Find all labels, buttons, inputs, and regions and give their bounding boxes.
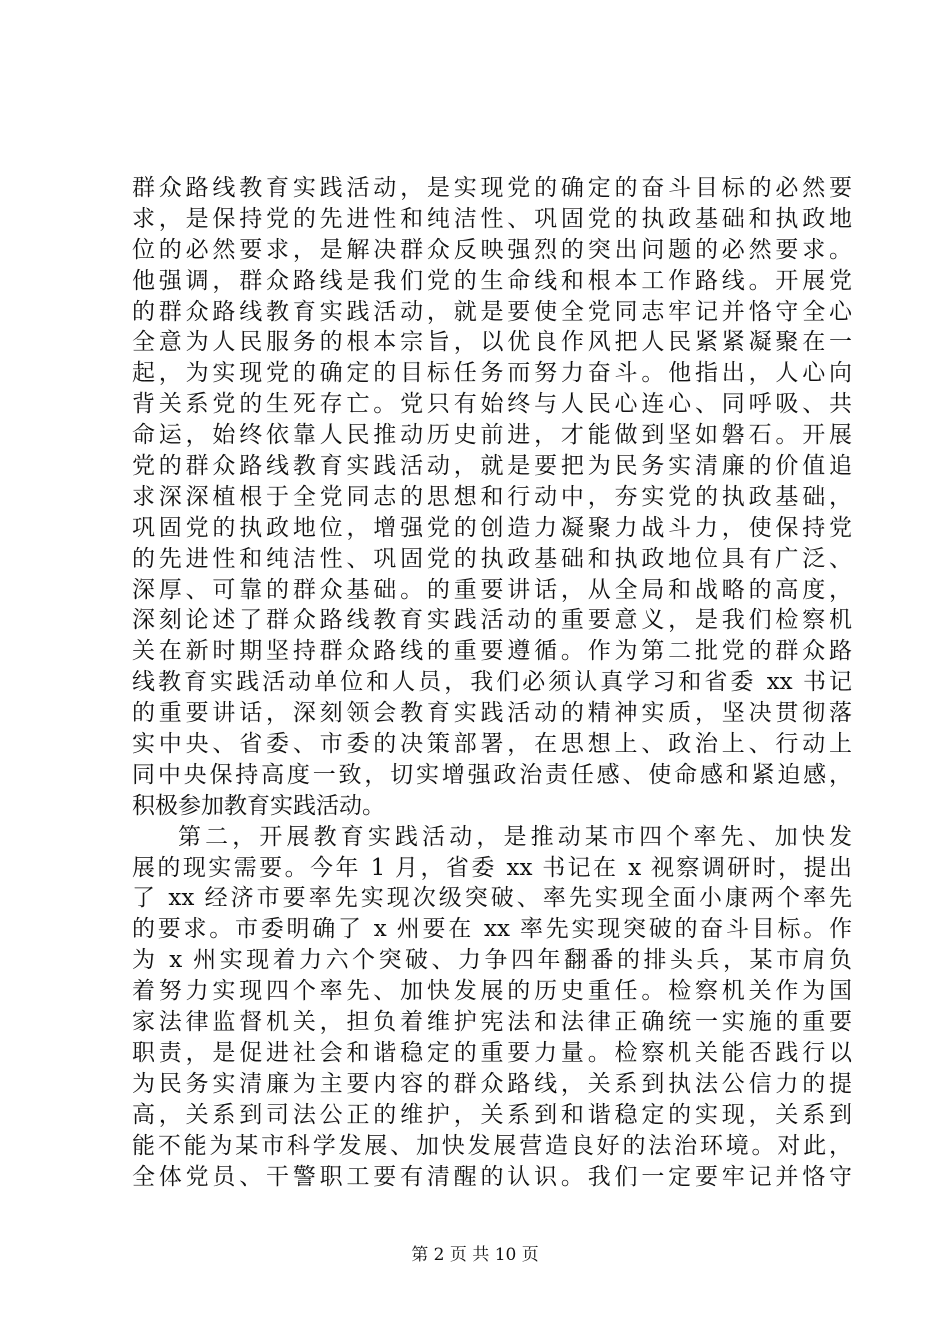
- text-line: 的先进性和纯洁性、巩固党的执政基础和执政地位具有广泛、: [132, 545, 852, 572]
- text-line: 背关系党的生死存亡。党只有始终与人民心连心、同呼吸、共: [132, 391, 852, 418]
- text-line: 他强调，群众路线是我们党的生命线和根本工作路线。开展党: [132, 267, 852, 294]
- text-line: 全体党员、干警职工要有清醒的认识。我们一定要牢记并恪守: [132, 1163, 852, 1190]
- text-line: 为民务实清廉为主要内容的群众路线，关系到执法公信力的提: [132, 1070, 852, 1097]
- text-line: 了 xx 经济市要率先实现次级突破、率先实现全面小康两个率先: [132, 885, 852, 912]
- text-line: 位的必然要求，是解决群众反映强烈的突出问题的必然要求。: [132, 236, 852, 263]
- text-line: 为 x 州实现着力六个突破、力争四年翻番的排头兵，某市肩负: [132, 947, 852, 974]
- text-line: 党的群众路线教育实践活动，就是要把为民务实清廉的价值追: [132, 453, 852, 480]
- document-body: [132, 173, 852, 1192]
- text-line: 的群众路线教育实践活动，就是要使全党同志牢记并恪守全心: [132, 298, 852, 325]
- text-line: 求，是保持党的先进性和纯洁性、巩固党的执政基础和执政地: [132, 205, 852, 232]
- text-line: 家法律监督机关，担负着维护宪法和法律正确统一实施的重要: [132, 1009, 852, 1036]
- text-line: 高，关系到司法公正的维护，关系到和谐稳定的实现，关系到: [132, 1101, 852, 1128]
- text-line: 同中央保持高度一致，切实增强政治责任感、使命感和紧迫感，: [132, 761, 852, 788]
- text-line: 实中央、省委、市委的决策部署，在思想上、政治上、行动上: [132, 731, 852, 758]
- text-line: 起，为实现党的确定的目标任务而努力奋斗。他指出，人心向: [132, 360, 852, 387]
- text-line: 巩固党的执政地位，增强党的创造力凝聚力战斗力，使保持党: [132, 514, 852, 541]
- paragraph-1: [132, 173, 852, 822]
- text-line: 职责，是促进社会和谐稳定的重要力量。检察机关能否践行以: [132, 1039, 852, 1066]
- text-line: 线教育实践活动单位和人员，我们必须认真学习和省委 xx 书记: [132, 669, 852, 696]
- text-line: 的重要讲话，深刻领会教育实践活动的精神实质，坚决贯彻落: [132, 700, 852, 727]
- paragraph-2: [132, 822, 852, 1193]
- text-line: 的要求。市委明确了 x 州要在 xx 率先实现突破的奋斗目标。作: [132, 916, 852, 943]
- text-line: 深刻论述了群众路线教育实践活动的重要意义，是我们检察机: [132, 607, 852, 634]
- text-line: 展的现实需要。今年 1 月，省委 xx 书记在 x 视察调研时，提出: [132, 854, 852, 881]
- text-line: 深厚、可靠的群众基础。的重要讲话，从全局和战略的高度，: [132, 576, 852, 603]
- text-line: 群众路线教育实践活动，是实现党的确定的奋斗目标的必然要: [132, 175, 852, 201]
- text-line: 积极参加教育实践活动。: [132, 792, 385, 819]
- text-line: 关在新时期坚持群众路线的重要遵循。作为第二批党的群众路: [132, 638, 852, 665]
- text-line: 着努力实现四个率先、加快发展的历史重任。检察机关作为国: [132, 978, 852, 1005]
- text-line: 命运，始终依靠人民推动历史前进，才能做到坚如磐石。开展: [132, 422, 852, 449]
- text-line: 能不能为某市科学发展、加快发展营造良好的法治环境。对此，: [132, 1132, 852, 1159]
- text-line: 全意为人民服务的根本宗旨，以优良作风把人民紧紧凝聚在一: [132, 329, 852, 356]
- text-line: 求深深植根于全党同志的思想和行动中，夯实党的执政基础，: [132, 483, 852, 510]
- page-number-footer: 第 2 页 共 10 页: [411, 1245, 539, 1265]
- text-line: 第二，开展教育实践活动，是推动某市四个率先、加快发: [178, 823, 852, 850]
